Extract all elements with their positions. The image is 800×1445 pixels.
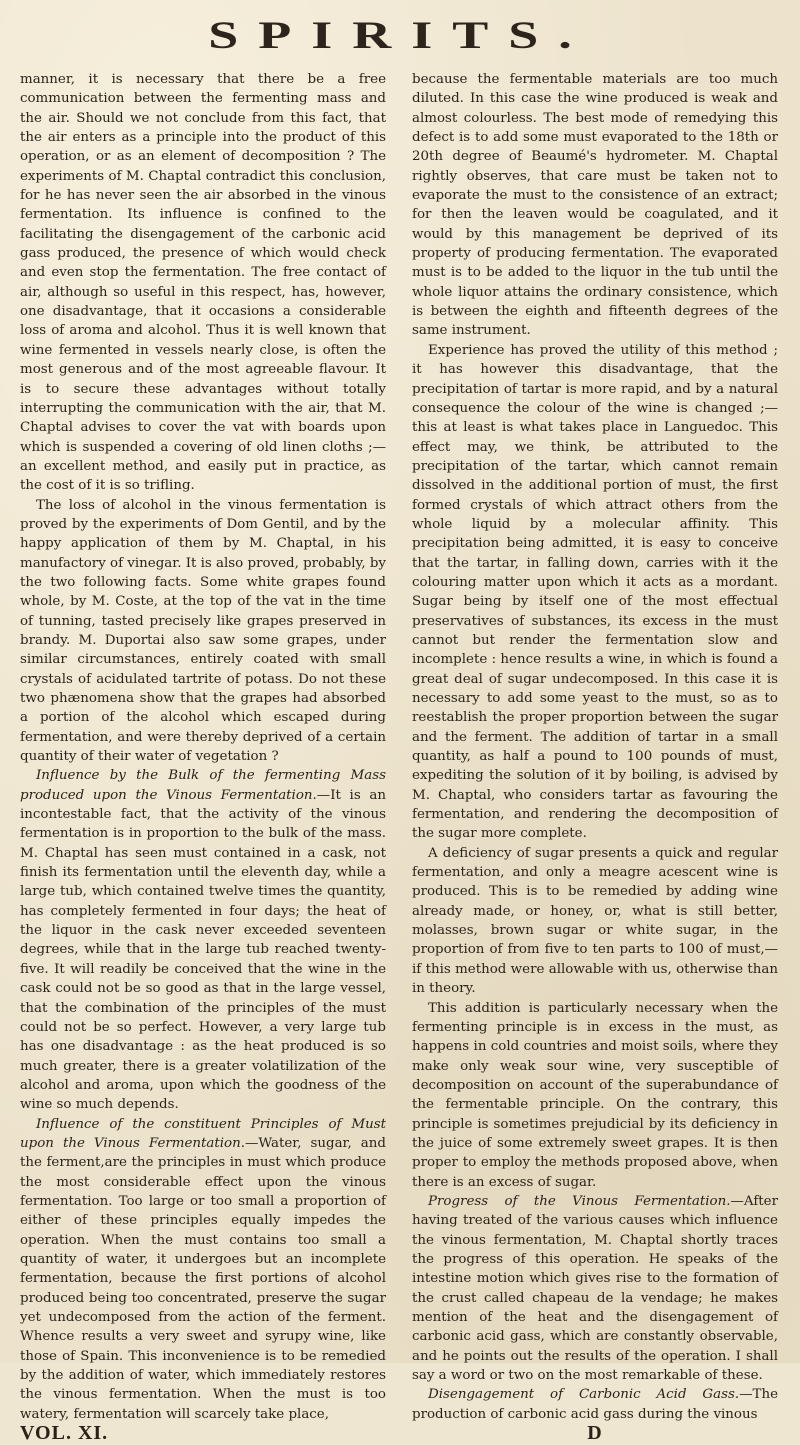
section-title: Influence by the Bulk of the fermenting Mass produced upon the Vinous Fermentation. bbox=[20, 768, 386, 803]
left-column bbox=[20, 70, 386, 1445]
page-title: SPIRITS. bbox=[208, 13, 592, 57]
paragraph: because the fermentable materials are too much diluted. In this case the wine produced is weak and almost colourless. The best mode of remedying this defect is to add some must evaporated to the 18th or 20th degree of Beaumé's hydrometer. M. Chaptal rightly observes, that care must be taken not to evaporate the must to the consistence of an extract; for then the leaven would be coagulated, and it would by this management be deprived of its property of producing fermentation. The evaporated must is to be added to the liquor in the tub until the whole liquor attains the ordinary consistence, which is between the eighth and fifteenth degrees of the same instrument. bbox=[412, 72, 778, 339]
signature-line bbox=[20, 1424, 386, 1445]
paragraph: Experience has proved the utility of this method ; it has however this disadvantage, that the precipitation of tartar is more rapid, and by a natural consequence the colour of the wine is changed ;—this at least is what takes place in Languedoc. This effect may, we think, be attributed to the precipitation of the tartar, which cannot remain dissolved in the additional portion of must, the first formed crystals of which attract others from the whole liquid by a molecular affinity. This precipitation being admitted, it is easy to conceive that the tartar, in falling down, carries with it the colouring matter upon which it acts as a mordant. Sugar being by itself one of the most effectual preservatives of substances, its excess in the must cannot but render the fermentation slow and incomplete : hence results a wine, in which is found a great deal of sugar undecomposed. In this case it is necessary to add some yeast to the must, so as to reestablish the proper proportion between the sugar and the ferment. The addition of tartar in a small quantity, as half a pound to 100 pounds of must, expediting the solution of it by boiling, is advised by M. Chaptal, who considers tartar as favouring the fermentation, and rendering the decomposition of the sugar more complete. bbox=[412, 342, 778, 842]
section-title: Progress of the Vinous Fermentation. bbox=[428, 1193, 731, 1209]
signature-line bbox=[412, 1424, 778, 1445]
volume-signature: VOL. XI. bbox=[20, 1422, 109, 1445]
section-text: —After having treated of the various causes which influence the vinous fermentation, M. Chaptal shortly traces the progress of this operation. He speaks of the intestine motion which gives rise to the formation of the crust called chapeau de la vendage; he makes mention of the heat and the disengagement of carbonic acid gass, which are constantly observable, and he points out the results of the operation. I shall say a word or two on the most remarkable of these. bbox=[412, 1193, 778, 1384]
section-text: —The production of carbonic acid gass during the vinous bbox=[412, 1387, 778, 1422]
paragraph: manner, it is necessary that there be a free communication between the fermenting mass and the air. Should we not conclude from this fact, that the air enters as a principle into the product of this operation, or as an element of decomposition ? The experiments of M. Chaptal contradict this conclusion, for he has never seen the air absorbed in the vinous fermentation. Its influence is confined to the facilitating the disengagement of the carbonic acid gass produced, the presence of which would check and even stop the fermentation. The free contact of air, although so useful in this respect, has, however, one disadvantage, that it occasions a considerable loss of aroma and alcohol. Thus it is well known that wine fermented in vessels nearly close, is often the most generous and of the most agreeable flavour. It is to secure these advantages without totally interrupting the communication with the air, that M. Chaptal advises to cover the vat with boards upon which is suspended a covering of old linen cloths ;—an excellent method, and easily put in practice, as the cost of it is so trifling. bbox=[20, 72, 386, 494]
paragraph: The loss of alcohol in the vinous fermentation is proved by the experiments of Dom Gentil, and by the happy application of them by M. Chaptal, in his manufactory of vinegar. It is also proved, probably, by the two following facts. Some white grapes found whole, by M. Coste, at the top of the vat in the time of tunning, tasted precisely like grapes preserved in brandy. M. Duportai also saw some grapes, under similar circumstances, entirely coated with small crystals of acidulated tartrite of potass. Do not these two phænomena show that the grapes had absorbed a portion of the alcohol which escaped during fermentation, and were thereby deprived of a certain quantity of their water of vegetation ? bbox=[20, 497, 386, 765]
gathering-letter: D bbox=[587, 1422, 603, 1445]
section-title: Influence of the constituent Principles of Must upon the Vinous Fermentation. bbox=[20, 1116, 386, 1151]
section-paragraph bbox=[412, 1385, 778, 1424]
paragraph: This addition is particularly necessary when the fermenting principle is in excess in the must, as happens in cold countries and moist soils, where they make only weak sour wine, very susceptible of decomposition on account of the superabundance of the fermentable principle. On the contrary, this principle is sometimes prejudicial by its deficiency in the juice of some extremely sweet grapes. It is then proper to employ the methods proposed above, when there is an excess of sugar. bbox=[412, 1000, 778, 1190]
section-paragraph bbox=[20, 766, 386, 1114]
running-head bbox=[0, 0, 800, 70]
right-column bbox=[412, 70, 778, 1445]
section-text: —It is an incontestable fact, that the activity of the vinous fermentation is in proportion to the bulk of the mass. M. Chaptal has seen must contained in a cask, not finish its fermentation until the eleventh day, while a large tub, which contained twelve times the quantity, has completely fermented in four days; the heat of the liquor in the cask never exceeded seventeen degrees, while that in the large tub reached twenty-five. It will readily be conceived that the wine in the cask could not be so good as that in the large vessel, that the combination of the principles of the must could not be so perfect. However, a very large tub has one disadvantage : as the heat produced is so much greater, there is a greater volatilization of the alcohol and aroma, upon which the goodness of the wine so much depends. bbox=[20, 787, 386, 1113]
section-title: Disengagement of Carbonic Acid Gass. bbox=[428, 1387, 740, 1403]
section-paragraph bbox=[412, 1192, 778, 1385]
section-text: —Water, sugar, and the ferment,are the principles in must which produce the most considerable effect upon the vinous fermentation. Too large or too small a proportion of either of these principles equally impedes the operation. When the must contains too small a quantity of water, it undergoes but an incomplete fermentation, because the first portions of alcohol produced being too concentrated, preserve the sugar yet undecomposed from the action of the ferment. Whence results a very sweet and syrupy wine, like those of Spain. This inconvenience is to be remedied by the addition of water, which immediately restores the vinous fermentation. When the must is too watery, fermentation will scarcely take place, bbox=[20, 1135, 386, 1422]
section-paragraph bbox=[20, 1115, 386, 1425]
paragraph: A deficiency of sugar presents a quick and regular fermentation, and only a meagre acescent wine is produced. This is to be remedied by adding wine already made, or honey, or, what is still better, molasses, brown sugar or white sugar, in the proportion of from five to ten parts to 100 of must,—if this method were allowable with us, otherwise than in theory. bbox=[412, 845, 778, 997]
